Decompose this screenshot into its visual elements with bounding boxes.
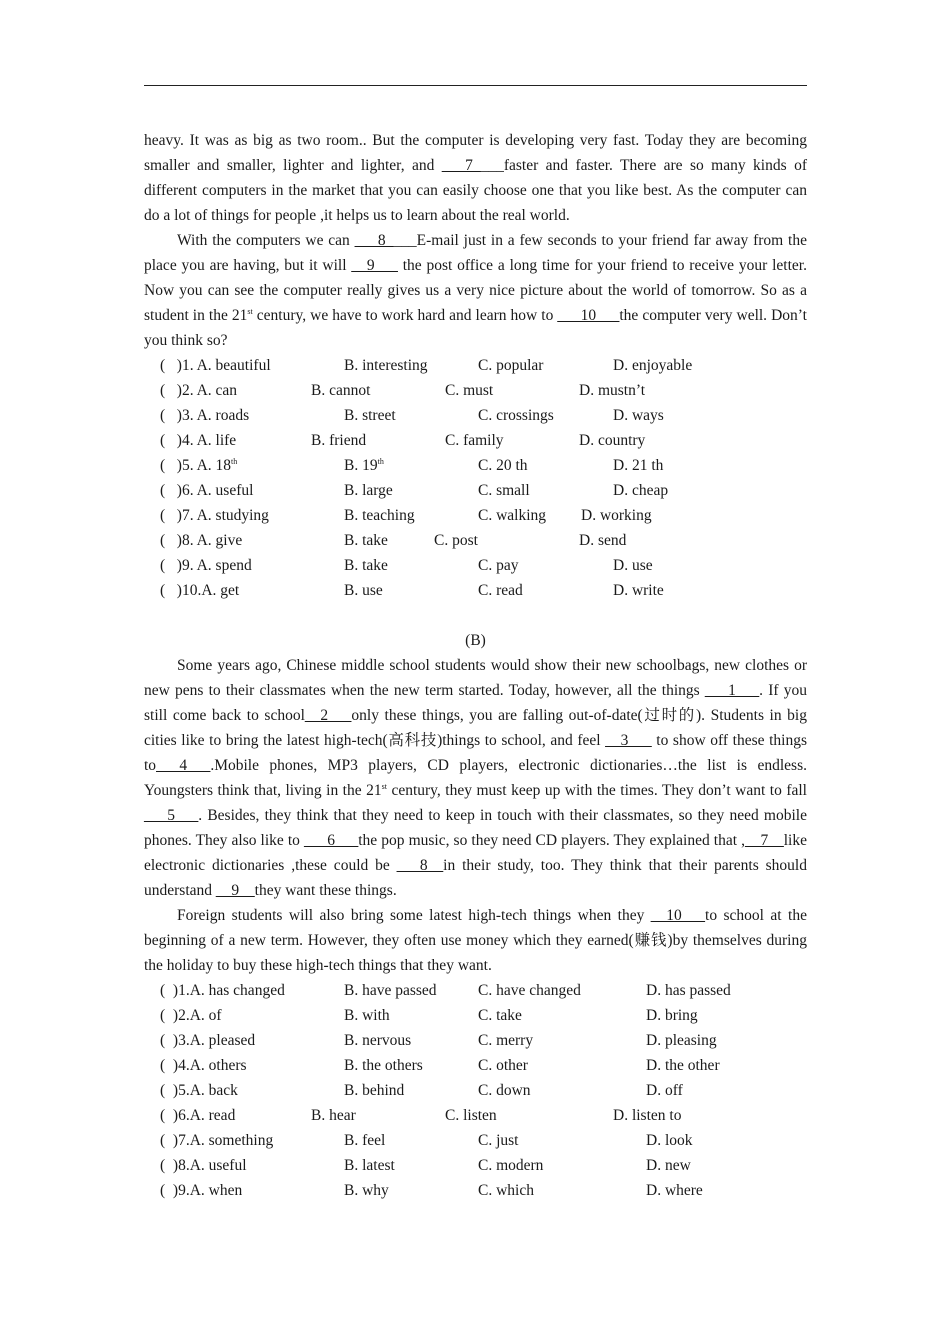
question-row: ( )4. A. life B. friend C. family D. country bbox=[160, 432, 646, 449]
question-row: ( )4.A. others B. the others C. other D. the other bbox=[160, 1057, 720, 1074]
question-row: ( )6. A. useful B. large C. small D. cheap bbox=[160, 482, 669, 499]
exam-page bbox=[144, 128, 807, 1203]
question-row: ( )3.A. pleased B. nervous C. merry D. pleasing bbox=[160, 1032, 717, 1049]
passage-a-options bbox=[144, 353, 807, 603]
blank-4: ___4___ bbox=[156, 757, 211, 774]
blank-10: __10___ bbox=[650, 907, 706, 924]
passage-b-options bbox=[144, 978, 807, 1203]
blank-5: ___5___ bbox=[144, 807, 199, 824]
blank-8: ___8_ bbox=[354, 232, 394, 249]
question-row: ( )3. A. roads B. street C. crossings D. ways bbox=[160, 407, 664, 424]
passage-b-title: (B) bbox=[465, 632, 486, 649]
question-row: ( )1.A. has changed B. have passed C. have changed D. has passed bbox=[160, 982, 731, 999]
question-row: ( )9. A. spend B. take C. pay D. use bbox=[160, 557, 653, 574]
question-row: ( )8.A. useful B. latest C. modern D. new bbox=[160, 1157, 691, 1174]
question-row: ( )2. A. can B. cannot C. must D. mustn’t bbox=[160, 382, 646, 399]
question-row: ( )8. A. give B. take C. post D. send bbox=[160, 532, 627, 549]
question-row: ( )7.A. something B. feel C. just D. look bbox=[160, 1132, 693, 1149]
blank-8: ___8__ bbox=[396, 857, 444, 874]
blank-7: ___7_ bbox=[441, 157, 481, 174]
question-row: ( )1. A. beautiful B. interesting C. popular D. enjoyable bbox=[160, 357, 693, 374]
blank-2: __2___ bbox=[304, 707, 352, 724]
question-row: ( )10.A. get B. use C. read D. write bbox=[160, 582, 664, 599]
question-row: ( )7. A. studying B. teaching C. walking D. working bbox=[160, 507, 652, 524]
blank-6: ___6___ bbox=[304, 832, 359, 849]
question-row: ( )5.A. back B. behind C. down D. off bbox=[160, 1082, 683, 1099]
passage-a-paragraph-2: With the computers we can ___8____E-mail just in a few seconds to your friend far away from the place you are having, but it will __9___ the post office a long time for your friend to receive your letter. Now you can see the computer really gives us a very nice picture about the world of tomorrow. So as a student in the 21st century, we have to work hard and learn how to ___10___the computer very well. Don’t you think so? bbox=[144, 232, 807, 349]
question-row: ( )5. A. 18th B. 19th C. 20 th D. 21 th bbox=[160, 457, 664, 474]
blank-9: __9___ bbox=[351, 257, 398, 274]
blank-3: __3___ bbox=[605, 732, 652, 749]
question-row: ( )9.A. when B. why C. which D. where bbox=[160, 1182, 703, 1199]
blank-9: __9__ bbox=[215, 882, 255, 899]
question-row: ( )2.A. of B. with C. take D. bring bbox=[160, 1007, 698, 1024]
blank-7: __7__ bbox=[745, 832, 784, 849]
blank-1: ___1___ bbox=[704, 682, 760, 699]
blank-10: ___10___ bbox=[557, 307, 620, 324]
passage-b-paragraph-1: Some years ago, Chinese middle school students would show their new schoolbags, new clothes or new pens to their classmates when the new term started. Today, however, all the things ___1___. If you still come back to school__2___only these things, you are falling out-of-date(过时的). Students in big cities like to bring the latest high-tech(高科技)things to school, and feel __3___ to show off these things to___4___.Mobile phones, MP3 players, CD players, electronic dictionaries…the list is endless. Youngsters think that, living in the 21st century, they must keep up with the times. They don’t want to fall ___5___. Besides, they think that they need to keep in touch with their classmates, so they need mobile phones. They also like to ___6___the pop music, so they need CD players. They explained that ,__7__like electronic dictionaries ,these could be ___8__in their study, too. They think that their parents should understand __9__they want these things. bbox=[144, 657, 807, 899]
passage-a-paragraph-1: heavy. It was as big as two room.. But the computer is developing very fast. Today they are becoming smaller and smaller, lighter and lighter, and ___7____faster and faster. There are so many kinds of different computers in the market that you can easily choose one that you like best. As the computer can do a lot of things for people ,it helps us to learn about the real world. bbox=[144, 132, 807, 224]
header-rule bbox=[144, 85, 807, 86]
passage-b-paragraph-2: Foreign students will also bring some latest high-tech things when they __10___to school at the beginning of a new term. However, they often use money which they earned(赚钱)by themselves during the holiday to buy these high-tech things that they want. bbox=[144, 907, 807, 974]
question-row: ( )6.A. read B. hear C. listen D. listen to bbox=[160, 1107, 682, 1124]
